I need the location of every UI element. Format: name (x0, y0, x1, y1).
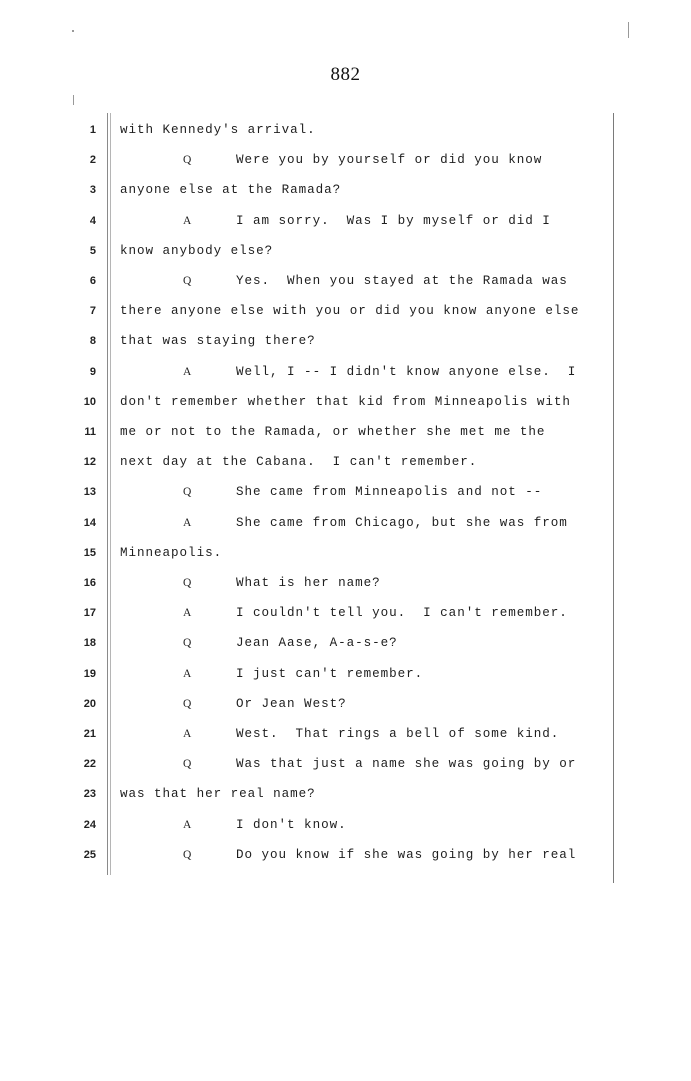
line-text: don't remember whether that kid from Minneapolis with (120, 394, 571, 409)
line-text: was that her real name? (120, 787, 316, 802)
transcript-line (0, 512, 691, 534)
line-text: Do you know if she was going by her real (236, 847, 577, 862)
line-number: 15 (83, 546, 96, 559)
transcript-line (0, 179, 691, 201)
line-text: Yes. When you stayed at the Ramada was (236, 274, 568, 288)
transcript-line (0, 361, 691, 383)
speaker-label: Q (183, 275, 192, 287)
transcript-line (0, 300, 691, 322)
transcript-line (0, 783, 691, 805)
line-text: with Kennedy's arrival. (120, 123, 316, 137)
line-text: Jean Aase, A-a-s-e? (236, 636, 398, 651)
transcript-line (0, 693, 691, 715)
transcript-line (0, 421, 691, 443)
line-number: 25 (83, 848, 96, 861)
line-number: 21 (83, 728, 96, 740)
line-text: anyone else at the Ramada? (120, 183, 342, 198)
speaker-label: A (183, 667, 192, 680)
speaker-label: Q (183, 637, 192, 650)
transcript-line (0, 149, 691, 171)
transcript-line (0, 663, 691, 685)
line-text: Was that just a name she was going by or (236, 757, 577, 772)
line-number: 10 (83, 395, 96, 408)
transcript-line (0, 391, 691, 413)
speaker-label: A (183, 607, 192, 620)
line-number: 1 (89, 124, 96, 136)
speaker-label: Q (183, 758, 192, 771)
page-number: 882 (330, 64, 361, 85)
line-text: Well, I -- I didn't know anyone else. I (236, 364, 577, 379)
line-text: She came from Minneapolis and not -- (236, 485, 543, 500)
line-text: I am sorry. Was I by myself or did I (236, 213, 551, 228)
speaker-label: A (183, 214, 192, 227)
transcript-line (0, 119, 691, 141)
line-number: 17 (83, 607, 96, 620)
line-text: Or Jean West? (236, 696, 347, 711)
speaker-label: A (183, 516, 192, 529)
line-number: 11 (84, 426, 96, 438)
speaker-label: A (183, 818, 192, 831)
line-text: I couldn't tell you. I can't remember. (236, 606, 568, 621)
transcript-line (0, 753, 691, 775)
line-text: I don't know. (236, 817, 347, 832)
line-text: Minneapolis. (120, 545, 223, 560)
line-number: 3 (89, 184, 96, 197)
transcript-line (0, 814, 691, 836)
line-number: 12 (83, 456, 96, 469)
speaker-label: Q (183, 697, 192, 710)
line-number: 8 (89, 335, 96, 348)
transcript-line (0, 210, 691, 232)
speaker-label: Q (183, 848, 192, 861)
line-number: 20 (83, 697, 96, 710)
line-number: 14 (83, 516, 96, 529)
line-number: 5 (89, 244, 96, 257)
line-number: 24 (83, 818, 96, 831)
transcript-line (0, 572, 691, 594)
line-text: me or not to the Ramada, or whether she met me the (120, 425, 546, 439)
line-number: 6 (89, 275, 96, 287)
speaker-label: Q (183, 154, 192, 167)
line-text: I just can't remember. (236, 666, 424, 681)
transcript-line (0, 632, 691, 654)
line-number: 18 (83, 637, 96, 650)
line-number: 23 (83, 788, 96, 801)
speaker-label: A (183, 365, 192, 378)
line-number: 19 (83, 667, 96, 680)
line-number: 16 (83, 577, 96, 589)
speaker-label: A (183, 728, 192, 740)
line-text: that was staying there? (120, 334, 316, 349)
transcript-line (0, 602, 691, 624)
line-number: 2 (89, 154, 96, 167)
transcript-line (0, 451, 691, 473)
transcript-line (0, 270, 691, 292)
line-number: 4 (89, 214, 96, 227)
line-text: What is her name? (236, 576, 381, 590)
line-text: next day at the Cabana. I can't remember. (120, 455, 478, 470)
line-number: 9 (89, 365, 96, 378)
line-number: 7 (89, 305, 96, 318)
line-number: 13 (83, 486, 96, 499)
transcript-line (0, 844, 691, 866)
line-number: 22 (83, 758, 96, 771)
line-text: Were you by yourself or did you know (236, 153, 543, 168)
line-text: She came from Chicago, but she was from (236, 515, 568, 530)
speaker-label: Q (183, 577, 192, 589)
transcript-line (0, 330, 691, 352)
line-text: there anyone else with you or did you know anyone else (120, 304, 580, 319)
line-text: West. That rings a bell of some kind. (236, 727, 560, 741)
speaker-label: Q (183, 486, 192, 499)
transcript-line (0, 723, 691, 745)
transcript-line (0, 240, 691, 262)
transcript-line (0, 542, 691, 564)
transcript-line (0, 481, 691, 503)
line-text: know anybody else? (120, 243, 274, 258)
